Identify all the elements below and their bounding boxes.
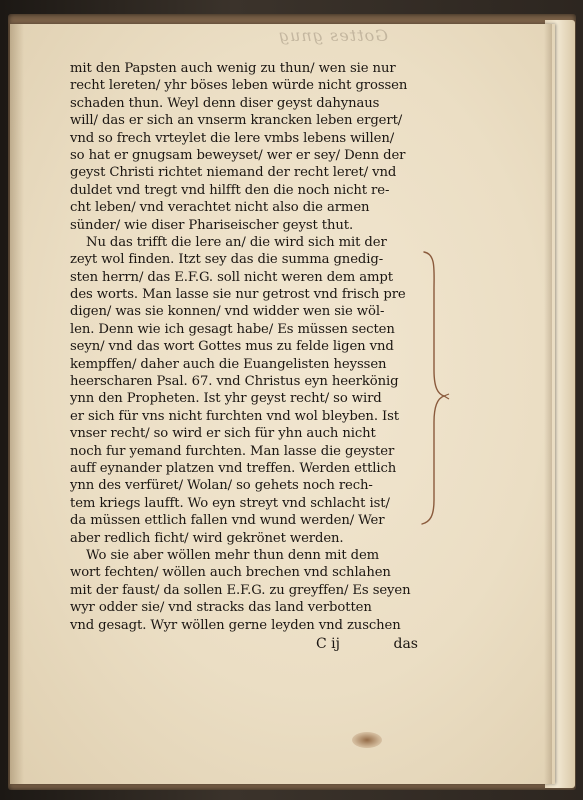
- text-line: vnd gesagt. Wyr wöllen gerne leyden vnd zuschen: [70, 617, 401, 633]
- text-line: geyst Christi richtet niemand der recht leret/ vnd: [70, 165, 397, 181]
- text-line: noch fur yemand furchten. Man lasse die geyster: [70, 443, 395, 459]
- page-gutter-shadow: [10, 24, 24, 784]
- text-line: recht lereten/ yhr böses leben würde nicht grossen: [70, 78, 408, 94]
- text-line: seyn/ vnd das wort Gottes mus zu felde ligen vnd: [70, 339, 394, 355]
- text-line: Nu das trifft die lere an/ die wird sich mit der: [86, 234, 387, 250]
- signature-mark: C ij: [316, 635, 340, 652]
- printed-text-block: [70, 60, 424, 653]
- text-line: kempffen/ daher auch die Euangelisten heyssen: [70, 356, 387, 372]
- text-line: des worts. Man lasse sie nur getrost vnd frisch pre: [70, 287, 406, 303]
- text-line: aber redlich ficht/ wird gekrönet werden.: [70, 530, 344, 546]
- margin-bracket-stroke: [422, 252, 444, 524]
- text-line: auff eynander platzen vnd treffen. Werden ettlich: [70, 460, 397, 476]
- text-line: vnser recht/ so wird er sich für yhn auch nicht: [70, 426, 376, 442]
- margin-bracket-tick: [444, 394, 449, 399]
- ink-stain: [352, 732, 382, 748]
- page-footer: [70, 635, 424, 653]
- text-line: da müssen ettlich fallen vnd wund werden/ Wer: [70, 513, 385, 529]
- text-line: Wo sie aber wöllen mehr thun denn mit dem: [86, 547, 380, 563]
- text-line: wyr odder sie/ vnd stracks das land verbotten: [70, 600, 372, 616]
- margin-bracket-annotation: [420, 250, 450, 525]
- text-line: cht leben/ vnd verachtet nicht also die armen: [70, 200, 370, 216]
- text-line: wort fechten/ wöllen auch brechen vnd schlahen: [70, 565, 391, 581]
- text-line: so hat er gnugsam beweyset/ wer er sey/ Denn der: [70, 147, 406, 163]
- text-line: schaden thun. Weyl denn diser geyst dahynaus: [70, 95, 380, 111]
- text-line: sünder/ wie diser Phariseischer geyst thut.: [70, 217, 354, 233]
- text-line: mit der faust/ da sollen E.F.G. zu greyffen/ Es seyen: [70, 582, 411, 598]
- text-line: vnd so frech vrteylet die lere vmbs lebens willen/: [70, 130, 395, 146]
- text-line: len. Denn wie ich gesagt habe/ Es müssen secten: [70, 321, 395, 337]
- text-line: duldet vnd tregt vnd hilfft den die noch nicht re-: [70, 182, 390, 198]
- bleed-through-text: Gottes gnug: [277, 26, 388, 45]
- text-line: zeyt wol finden. Itzt sey das die summa gnedig-: [70, 252, 384, 268]
- text-line: tem kriegs laufft. Wo eyn streyt vnd schlacht ist/: [70, 495, 390, 511]
- text-line: digen/ was sie konnen/ vnd widder wen sie wöl-: [70, 304, 385, 320]
- catchword: das: [393, 635, 418, 652]
- text-line: heerscharen Psal. 67. vnd Christus eyn heerkönig: [70, 374, 399, 390]
- text-line: er sich für vns nicht furchten vnd wol bleyben. Ist: [70, 408, 399, 424]
- text-line: ynn den Propheten. Ist yhr geyst recht/ so wird: [70, 391, 382, 407]
- text-line: will/ das er sich an vnserm krancken leben ergert/: [70, 113, 403, 129]
- text-line: sten herrn/ das E.F.G. soll nicht weren dem ampt: [70, 269, 393, 285]
- text-line: ynn des verfüret/ Wolan/ so gehets noch rech-: [70, 478, 373, 494]
- page-edge-wear: [544, 24, 552, 784]
- text-line: mit den Papsten auch wenig zu thun/ wen sie nur: [70, 61, 396, 76]
